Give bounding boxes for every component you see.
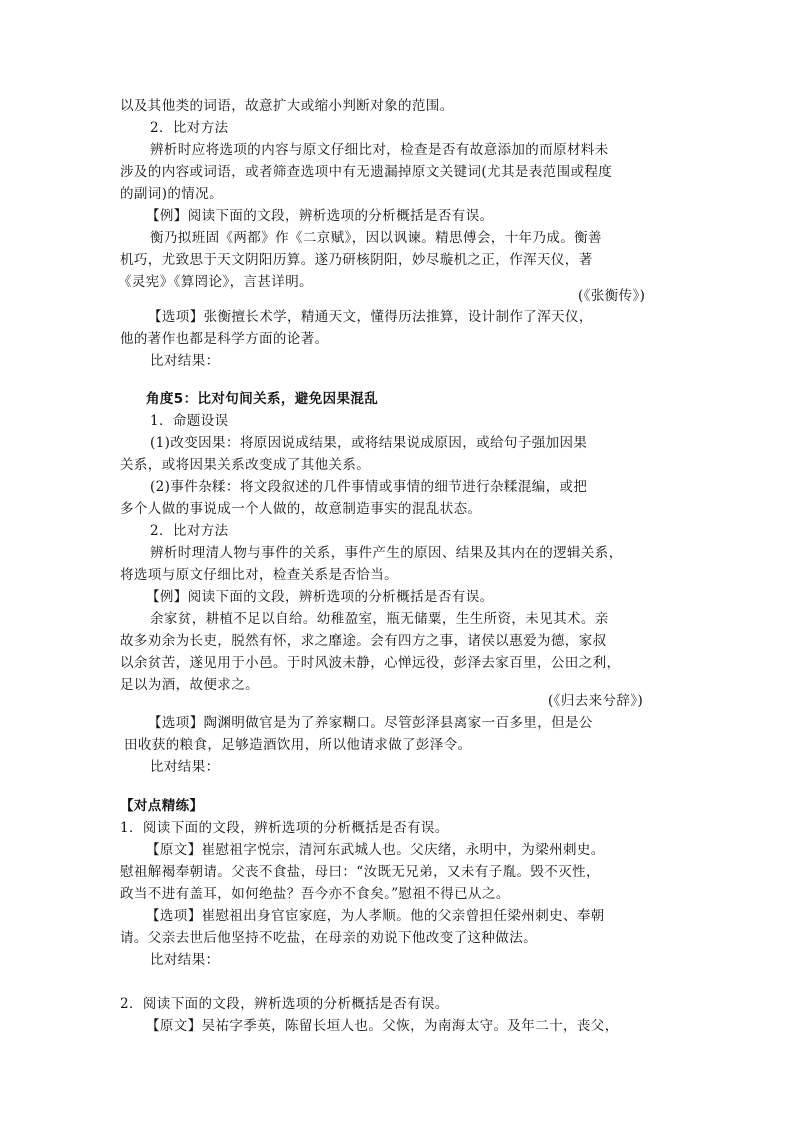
option-line: 【选项】崔慰祖出身官宦家庭，为人孝顺。他的父亲曾担任梁州刺史、奉朝 (146, 908, 605, 924)
original-text-line: 慰祖解褐奉朝请。父丧不食盐，母曰：“汝既无兄弟，又未有子胤。毁不灭性， (120, 864, 600, 880)
text-line: 的副词)的情况。 (120, 186, 223, 202)
text-line: 将选项与原文仔细比对，检查关系是否恰当。 (120, 567, 398, 583)
text-line: 以及其他类的词语，故意扩大或缩小判断对象的范围。 (120, 98, 454, 114)
section-heading: 2．比对方法 (150, 120, 229, 136)
quoted-text-line: 足以为酒，故便求之。 (120, 677, 259, 693)
original-text-line: 政当不进有盖耳，如何绝盐？吾今亦不食矣。”慰祖不得已从之。 (120, 886, 510, 902)
section-heading: 1．命题设误 (150, 413, 229, 429)
angle-heading: 角度5：比对句间关系，避免因果混乱 (146, 391, 379, 407)
example-heading: 【例】阅读下面的文段，辨析选项的分析概括是否有误。 (146, 208, 494, 224)
original-text-line: 【原文】崔慰祖字悦宗，清河东武城人也。父庆绪，永明中，为梁州刺史。 (146, 842, 605, 858)
original-text-line: 【原文】吴祐字季英，陈留长垣人也。父恢，为南海太守。及年二十，丧父， (146, 1018, 619, 1034)
result-label: 比对结果： (150, 952, 220, 968)
question-line: 1．阅读下面的文段，辨析选项的分析概括是否有误。 (120, 820, 449, 836)
quoted-text-line: 故多劝余为长吏，脱然有怀，求之靡途。会有四方之事，诸侯以惠爱为德，家叔 (120, 633, 607, 649)
text-line: 辨析时理清人物与事件的关系，事件产生的原因、结果及其内在的逻辑关系， (150, 545, 623, 561)
option-line: 请。父亲去世后他坚持不吃盐，在母亲的劝说下他改变了这种做法。 (120, 930, 537, 946)
option-line: 他的著作也都是科学方面的论著。 (120, 331, 329, 347)
option-line: 田收获的粮食，足够造酒饮用，所以他请求做了彭泽令。 (124, 737, 472, 753)
question-line: 2．阅读下面的文段，辨析选项的分析概括是否有误。 (120, 996, 449, 1012)
text-line: (1)改变因果：将原因说成结果，或将结果说成原因，或给句子强加因果 (150, 435, 588, 451)
example-heading: 【例】阅读下面的文段，辨析选项的分析概括是否有误。 (146, 589, 494, 605)
source-citation: (《归去来兮辞》) (548, 693, 644, 709)
quoted-text-line: 以余贫苦，遂见用于小邑。于时风波未静，心惮远役，彭泽去家百里，公田之利， (120, 655, 621, 671)
option-line: 【选项】陶渊明做官是为了养家糊口。尽管彭泽县离家一百多里，但是公 (148, 715, 593, 731)
quoted-text-line: 《灵宪》《算罔论》，言甚详明。 (118, 274, 313, 290)
quoted-text-line: 机巧，尤致思于天文阴阳历算。遂乃研核阴阳，妙尽璇机之正，作浑天仪，著 (120, 252, 593, 268)
practice-heading: 【对点精练】 (120, 798, 204, 814)
text-line: 辨析时应将选项的内容与原文仔细比对，检查是否有故意添加的而原材料未 (150, 142, 609, 158)
text-line: (2)事件杂糅：将文段叙述的几件事情或事情的细节进行杂糅混编，或把 (150, 479, 588, 495)
quoted-text-line: 衡乃拟班固《两都》作《二京赋》，因以讽谏。精思傅会，十年乃成。衡善 (150, 230, 602, 246)
option-line: 【选项】张衡擅长术学，精通天文，懂得历法推算，设计制作了浑天仪， (148, 309, 593, 325)
section-heading: 2．比对方法 (150, 523, 229, 539)
text-line: 关系，或将因果关系改变成了其他关系。 (120, 457, 371, 473)
source-citation: (《张衡传》) (578, 288, 646, 304)
text-line: 涉及的内容或词语，或者筛查选项中有无遗漏掉原文关键词(尤其是表范围或程度 (120, 164, 613, 180)
result-label: 比对结果： (150, 353, 220, 369)
quoted-text-line: 余家贫，耕植不足以自给。幼稚盈室，瓶无储粟，生生所资，未见其术。亲 (150, 611, 609, 627)
text-line: 多个人做的事说成一个人做的，故意制造事实的混乱状态。 (120, 501, 482, 517)
result-label: 比对结果： (150, 759, 220, 775)
